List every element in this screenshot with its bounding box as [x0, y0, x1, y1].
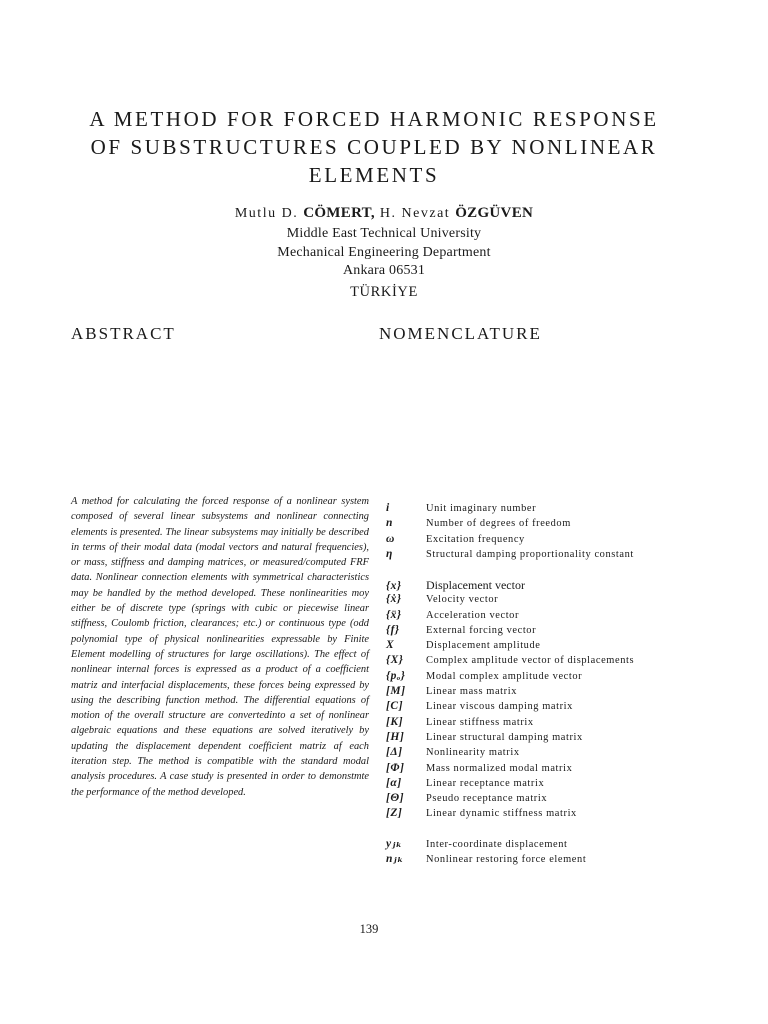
- authors-block: [0, 202, 768, 302]
- nomenclature-symbol: [Z]: [386, 807, 403, 820]
- nomenclature-entry: [386, 624, 726, 639]
- nomenclature-entry: [386, 502, 726, 517]
- nomenclature-symbol: [α]: [386, 776, 402, 789]
- nomenclature-description: Nonlinearity matrix: [426, 747, 520, 759]
- nomenclature-description: Structural damping proportionality constant: [426, 548, 634, 560]
- nomenclature-description: Unit imaginary number: [426, 503, 537, 514]
- abstract-body: A method for calculating the forced response of a nonlinear system composed of several linear subsystems and nonlinear connecting elements is presented. The linear subsystems may initially be described in terms of their modal data (modal vectors and natural frequencies), or mass, stiffness and damping matrices, or measured/computed FRF data. Nonlinear connection elements with symmetrical characteristics may be handled by the method developed. These nonlinearities moy either be of discrete type (springs with cubic or piecewise linear stiffness, Coulomb friction, clearances; etc.) or continuous type (odd polynomial type of physical nonlinearities expressable by Finite Element modelling of structures for large oscillations). The effect of nonlinear internal forces is expressed as a product of a coefficient matriz and interfacial displacements, these forces being expressed by using the describing function method. The differential equations of motion of the overall structure are convertedinto a set of nonlinear algebraic equations and these equations are solved iteratively by updating the displacement dependent coefficient matriz af each iteration step. The method is compatible with the standard modal analysis procedures. A case study is presented in order to demonstmte the performance of the method developed.: [71, 496, 369, 798]
- author-2-surname: ÖZGÜVEN: [455, 205, 534, 221]
- nomenclature-symbol: η: [386, 547, 393, 560]
- author-1-given-name: Mutlu D.: [234, 206, 304, 221]
- nomenclature-symbol: {pₒ}: [386, 669, 406, 682]
- nomenclature-entry: [386, 578, 726, 593]
- nomenclature-entry: [386, 548, 726, 563]
- nomenclature-entry: [386, 593, 726, 608]
- nomenclature-entry: [386, 685, 726, 700]
- nomenclature-description: Linear structural damping matrix: [426, 731, 583, 743]
- nomenclature-entry: [386, 792, 726, 807]
- nomenclature-entry: [386, 731, 726, 746]
- nomenclature-symbol: [Θ]: [386, 792, 405, 805]
- nomenclature-description: Nonlinear restoring force element: [426, 854, 587, 866]
- nomenclature-entry: [386, 533, 726, 548]
- nomenclature-group-scalars: [386, 502, 726, 563]
- nomenclature-entry: [386, 639, 726, 654]
- affiliation-department: Mechanical Engineering Department: [277, 244, 491, 260]
- nomenclature-symbol: {x}: [386, 580, 402, 592]
- nomenclature-symbol: {X}: [386, 654, 404, 667]
- nomenclature-description: Linear mass matrix: [426, 686, 518, 698]
- nomenclature-entry: [386, 654, 726, 669]
- title-line-1: A METHOD FOR FORCED HARMONIC RESPONSE: [89, 107, 659, 131]
- nomenclature-symbol: [K]: [386, 715, 404, 728]
- nomenclature-symbol: yⱼₖ: [386, 838, 403, 850]
- title-line-3: ELEMENTS: [308, 163, 440, 187]
- nomenclature-entry: [386, 746, 726, 761]
- nomenclature-symbol: ω: [386, 532, 395, 545]
- nomenclature-heading: NOMENCLATURE: [379, 324, 542, 343]
- nomenclature-description: Modal complex amplitude vector: [426, 670, 583, 682]
- nomenclature-symbol: {ẋ}: [386, 593, 402, 606]
- nomenclature-entry: [386, 807, 726, 822]
- nomenclature-symbol: nⱼₖ: [386, 853, 404, 866]
- nomenclature-entry: [386, 670, 726, 685]
- nomenclature-entry: [386, 716, 726, 731]
- author-1-surname: CÖMERT,: [303, 205, 375, 221]
- nomenclature-symbol: i: [386, 502, 390, 514]
- nomenclature-description: Displacement amplitude: [426, 640, 541, 652]
- nomenclature-group-coordinates: [386, 836, 726, 867]
- nomenclature-description: Velocity vector: [426, 594, 499, 606]
- nomenclature-description: Complex amplitude vector of displacements: [426, 655, 635, 667]
- affiliation-city: Ankara 06531: [342, 263, 426, 278]
- nomenclature-description: Inter-coordinate displacement: [426, 839, 568, 850]
- page-number: 139: [359, 922, 379, 936]
- nomenclature-description: Linear viscous damping matrix: [426, 701, 573, 713]
- nomenclature-description: Displacement vector: [426, 578, 525, 592]
- nomenclature-symbol: [H]: [386, 730, 405, 743]
- authors-line: [0, 202, 768, 225]
- author-2-given-name: H. Nevzat: [374, 206, 456, 221]
- nomenclature-symbol: [C]: [386, 700, 404, 713]
- abstract-heading: ABSTRACT: [71, 324, 176, 343]
- nomenclature-symbol: [M]: [386, 685, 406, 698]
- nomenclature-entry: [386, 762, 726, 777]
- nomenclature-entry: [386, 836, 726, 851]
- nomenclature-symbol: [Φ]: [386, 761, 405, 774]
- affiliation-country: TÜRKİYE: [350, 283, 418, 300]
- title-line-2: OF SUBSTRUCTURES COUPLED BY NONLINEAR: [90, 135, 658, 159]
- paper-title: [40, 105, 708, 189]
- nomenclature-description: Linear dynamic stiffness matrix: [426, 808, 577, 820]
- nomenclature-entry: [386, 851, 726, 866]
- nomenclature-group-vectors-matrices: [386, 578, 726, 823]
- nomenclature-description: Linear receptance matrix: [426, 777, 545, 789]
- nomenclature-symbol: n: [386, 517, 393, 530]
- nomenclature-description: Acceleration vector: [426, 609, 520, 621]
- nomenclature-entry: [386, 609, 726, 624]
- nomenclature-description: External forcing vector: [426, 624, 537, 636]
- nomenclature-description: Excitation frequency: [426, 533, 525, 545]
- nomenclature-symbol: {f}: [386, 623, 400, 636]
- nomenclature-description: Number of degrees of freedom: [426, 518, 571, 530]
- nomenclature-symbol: {ẍ}: [386, 608, 402, 621]
- nomenclature-entry: [386, 700, 726, 715]
- nomenclature-description: Mass normalized modal matrix: [426, 762, 573, 774]
- affiliation-university: Middle East Technical University: [286, 226, 482, 241]
- nomenclature-symbol: [Δ]: [386, 746, 403, 759]
- nomenclature-description: Linear stiffness matrix: [426, 716, 534, 728]
- nomenclature-entry: [386, 517, 726, 532]
- nomenclature-entry: [386, 777, 726, 792]
- nomenclature-description: Pseudo receptance matrix: [426, 793, 548, 805]
- nomenclature-symbol: X: [386, 639, 395, 652]
